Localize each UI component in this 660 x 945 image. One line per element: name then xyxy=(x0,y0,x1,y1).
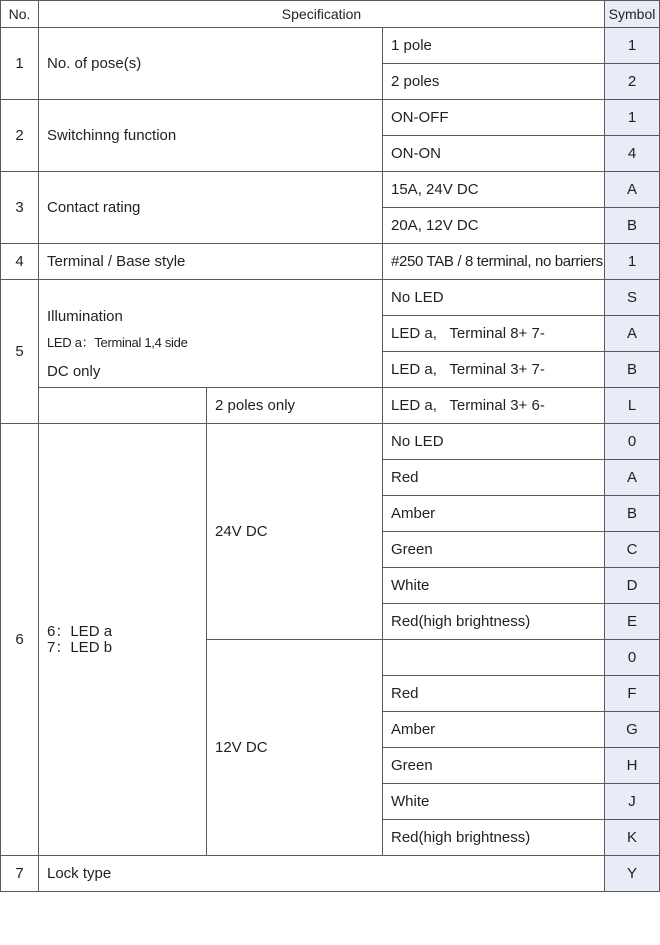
option-spec: LED a, Terminal 3+ 7- xyxy=(383,352,605,388)
spec-label-line: 6：LED a xyxy=(47,623,113,641)
option-symbol: A xyxy=(605,460,660,496)
group-label: 12V DC xyxy=(207,640,383,856)
option-symbol: 2 xyxy=(605,64,660,100)
table-row xyxy=(1,244,660,280)
option-spec: Red(high brightness) xyxy=(383,604,605,640)
header-symbol: Symbol xyxy=(605,1,660,28)
option-spec: ON-ON xyxy=(383,136,605,172)
option-spec: White xyxy=(383,784,605,820)
option-spec: Red(high brightness) xyxy=(383,820,605,856)
option-spec: #250 TAB / 8 terminal, no barriers xyxy=(383,244,605,280)
option-spec: 15A, 24V DC xyxy=(383,172,605,208)
option-spec: No LED xyxy=(383,424,605,460)
table-row xyxy=(1,100,660,136)
option-spec: 20A, 12V DC xyxy=(383,208,605,244)
spec-label: Switchinng function xyxy=(39,100,383,172)
row-number: 5 xyxy=(1,280,39,424)
option-spec: No LED xyxy=(383,280,605,316)
option-symbol: 0 xyxy=(605,424,660,460)
option-symbol: Y xyxy=(605,856,660,892)
table-row xyxy=(1,424,660,460)
spec-label xyxy=(39,424,207,856)
spec-label-line: LED a：Terminal 1,4 side xyxy=(47,334,188,350)
spec-label: Contact rating xyxy=(39,172,383,244)
option-symbol: G xyxy=(605,712,660,748)
spec-label: Terminal / Base style xyxy=(39,244,383,280)
option-symbol: J xyxy=(605,784,660,820)
option-spec: LED a, Terminal 3+ 6- xyxy=(383,388,605,424)
row-number: 3 xyxy=(1,172,39,244)
spec-label: No. of pose(s) xyxy=(39,28,383,100)
spec-label xyxy=(39,280,383,388)
option-spec: Amber xyxy=(383,496,605,532)
row-number: 6 xyxy=(1,424,39,856)
option-symbol: 1 xyxy=(605,28,660,64)
option-symbol: S xyxy=(605,280,660,316)
table-row xyxy=(1,28,660,64)
header-specification: Specification xyxy=(39,1,605,28)
option-spec: Red xyxy=(383,460,605,496)
table-row xyxy=(1,172,660,208)
option-symbol: 4 xyxy=(605,136,660,172)
option-symbol: H xyxy=(605,748,660,784)
spec-label-line: 7：LED b xyxy=(47,638,113,656)
spec-label-line: Illumination xyxy=(47,308,123,326)
option-symbol: F xyxy=(605,676,660,712)
option-spec: Red xyxy=(383,676,605,712)
option-spec: White xyxy=(383,568,605,604)
option-symbol: C xyxy=(605,532,660,568)
option-symbol: 0 xyxy=(605,640,660,676)
option-spec: Green xyxy=(383,748,605,784)
option-symbol: 1 xyxy=(605,100,660,136)
spec-label-spacer xyxy=(39,388,207,424)
option-spec: Amber xyxy=(383,712,605,748)
group-label: 24V DC xyxy=(207,424,383,640)
row-number: 7 xyxy=(1,856,39,892)
option-spec: ON-OFF xyxy=(383,100,605,136)
option-spec: 2 poles xyxy=(383,64,605,100)
option-spec: 1 pole xyxy=(383,28,605,64)
table-row xyxy=(1,388,660,424)
option-symbol: A xyxy=(605,316,660,352)
option-symbol: 1 xyxy=(605,244,660,280)
sub-label: 2 poles only xyxy=(207,388,383,424)
option-spec xyxy=(383,640,605,676)
table-row xyxy=(1,856,660,892)
spec-label: Lock type xyxy=(39,856,605,892)
table-row xyxy=(1,280,660,316)
header-row xyxy=(1,1,660,28)
option-spec: Green xyxy=(383,532,605,568)
option-symbol: E xyxy=(605,604,660,640)
option-spec: LED a, Terminal 8+ 7- xyxy=(383,316,605,352)
option-symbol: L xyxy=(605,388,660,424)
spec-label-line: DC only xyxy=(47,363,101,381)
option-symbol: B xyxy=(605,496,660,532)
option-symbol: B xyxy=(605,208,660,244)
header-no: No. xyxy=(1,1,39,28)
option-symbol: K xyxy=(605,820,660,856)
row-number: 1 xyxy=(1,28,39,100)
option-symbol: B xyxy=(605,352,660,388)
option-symbol: D xyxy=(605,568,660,604)
row-number: 2 xyxy=(1,100,39,172)
row-number: 4 xyxy=(1,244,39,280)
option-symbol: A xyxy=(605,172,660,208)
